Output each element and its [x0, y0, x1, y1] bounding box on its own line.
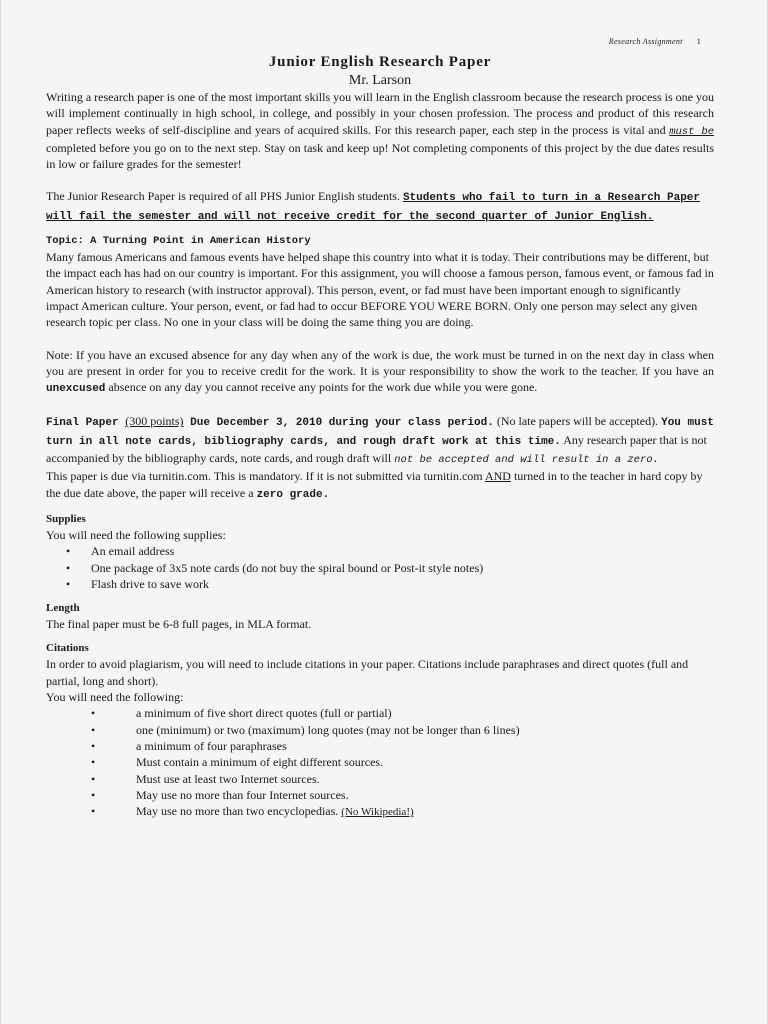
final-paper-due: Due December 3, 2010 during your class period.: [183, 417, 494, 430]
list-item: • One package of 3x5 note cards (do not buy the spiral bound or Post-it style notes): [66, 560, 484, 575]
list-item: • Must contain a minimum of eight different sources.: [91, 755, 384, 770]
final-paper-late: (No late papers will be accepted).: [493, 414, 662, 429]
final-paper-must: You must turn in all note cards, bibliography cards, and rough draft work at this time.: [46, 417, 714, 448]
required-text: The Junior Research Paper is required of all PHS Junior English students.: [46, 189, 403, 204]
required-paragraph: [46, 188, 714, 225]
bullet: •: [66, 560, 71, 575]
list-item: • a minimum of five short direct quotes (full or partial): [91, 706, 392, 721]
teacher-text: turned in to the teacher in hard copy by the due date above, the paper will receive a: [46, 469, 703, 500]
citations-text: In order to avoid plagiarism, you will need to include citations in your paper. Citations include paraphrases and direct quotes (full and partial, long and short).: [46, 657, 689, 688]
no-wikipedia-note: (No Wikipedia!): [341, 806, 414, 819]
bullet: •: [91, 738, 96, 753]
list-item: • Must use at least two Internet sources.: [91, 771, 320, 786]
supplies-list: [46, 543, 714, 592]
list-item: • one (minimum) or two (maximum) long quotes (may not be longer than 6 lines): [91, 722, 520, 737]
note-text-a: Note: If you have an excused absence for any day when any of the work is due, the work must be turned in on the next day in class when you are present in order for you to receive credit for the work. It is your responsibility to show the work to the teacher. If you have an: [46, 347, 714, 378]
final-paper-any: Any research paper that is not accompanied by the bibliography cards, note cards, and rough draft will: [46, 432, 707, 466]
turnitin-text: This paper is due via turnitin.com. This is mandatory. If it is not submitted via turnitin.com: [46, 469, 485, 484]
note-text-b: absence on any day you cannot receive any points for the work due while you were gone.: [105, 380, 538, 395]
intro-text-a: Writing a research paper is one of the most important skills you will learn in the English classroom because the research process is one you will implement continually in high school, in college, and possibly in your chosen profession. The process and product of this research paper reflects weeks of self-discipline and years of acquired skills. For this research paper, each step in the process is vital and: [46, 90, 714, 137]
bullet: •: [91, 755, 96, 770]
unexcused-emphasis: unexcused: [46, 383, 106, 396]
list-item: • a minimum of four paraphrases: [91, 738, 287, 753]
bullet: •: [91, 787, 96, 802]
topic-paragraph: Many famous Americans and famous events have helped shape this country into what it is today. Their contributions may be different, but the impact each has had on our country is important. For this assignment, you will choose a famous person, famous event, or famous fad in American history to research (with instructor approval). This person, event, or fad must have been important enough to significantly impact American culture. Your person, event, or fad had to occur BEFORE YOU WERE BORN. Only one person may select any given research topic per class. No one in your class will be doing the same thing you are doing.: [46, 250, 714, 330]
citations-need: You will need the following:: [46, 690, 184, 705]
final-paper-label: Final Paper: [46, 417, 126, 430]
document-author: Mr. Larson: [348, 73, 412, 88]
bullet: •: [66, 544, 71, 559]
and-emphasis: AND: [484, 469, 511, 484]
intro-text-b: completed before you go on to the next step. Stay on task and keep up! Not completing components of this project by the due dates results in low or failure grades for the semester!: [46, 140, 714, 172]
final-paper-paragraph: [46, 413, 714, 468]
citations-heading: Citations: [46, 642, 89, 655]
citations-list: [46, 705, 714, 820]
list-item: • An email address: [66, 544, 175, 559]
list-item: • May use no more than four Internet sources.: [91, 787, 349, 802]
supplies-heading: Supplies: [46, 512, 86, 525]
bullet: •: [91, 722, 96, 737]
topic-heading: Topic: A Turning Point in American History: [46, 235, 311, 248]
document-body: [46, 52, 714, 820]
running-header: [609, 37, 701, 46]
final-paper-points: (300 points): [125, 414, 184, 429]
note-paragraph: [46, 347, 714, 398]
zero-grade: zero grade.: [256, 488, 330, 501]
bullet: •: [91, 771, 96, 786]
header-label: Research Assignment: [608, 37, 683, 46]
bullet: •: [91, 804, 96, 819]
list-item: • Flash drive to save work: [66, 576, 209, 591]
must-be-emphasis: must be: [669, 125, 714, 138]
bullet: •: [66, 576, 71, 591]
zero-warning: not be accepted and will result in a zero.: [394, 454, 659, 467]
fail-warning: Students who fail to turn in a Research Paper will fail the semester and will not receive credit for the second quarter of Junior English.: [46, 192, 701, 223]
length-heading: Length: [46, 602, 80, 615]
intro-paragraph: [46, 89, 714, 172]
bullet: •: [91, 706, 96, 721]
list-item: • May use no more than two encyclopedias. (No Wikipedia!): [91, 804, 414, 819]
document-title: Junior English Research Paper: [268, 54, 492, 70]
supplies-intro: You will need the following supplies:: [46, 527, 226, 542]
page-number: 1: [696, 37, 701, 46]
length-text: The final paper must be 6-8 full pages, in MLA format.: [46, 617, 312, 632]
turnitin-paragraph: [46, 468, 714, 503]
